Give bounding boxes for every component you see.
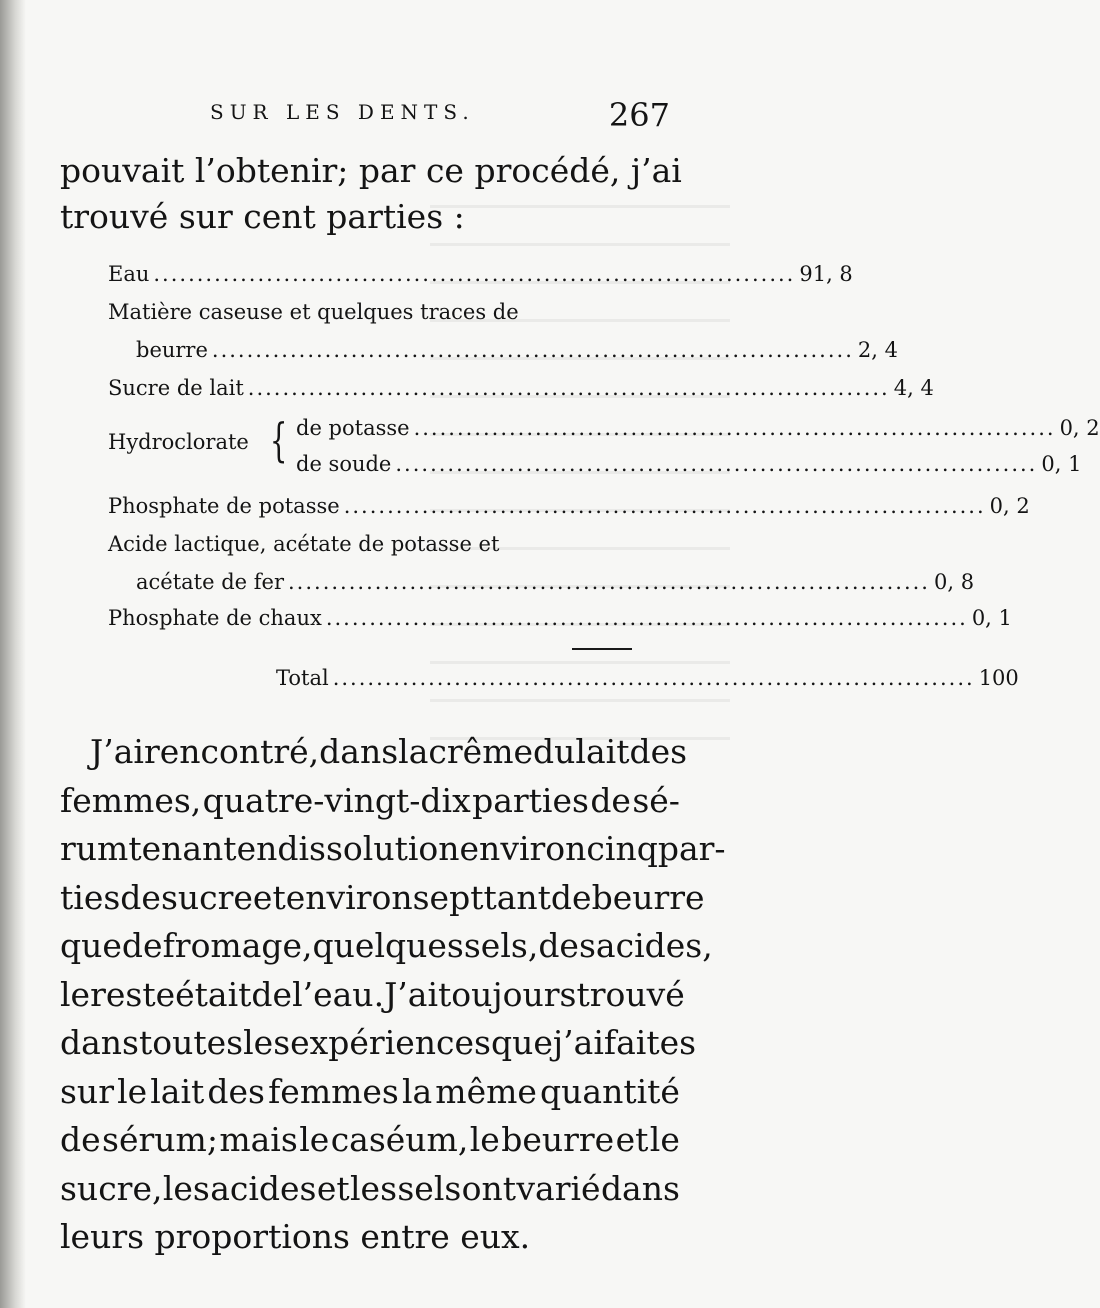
word: en — [236, 829, 278, 868]
curly-brace: { — [269, 413, 288, 467]
word: la — [401, 1071, 433, 1111]
page-gutter — [0, 0, 26, 1308]
word: du — [533, 732, 576, 771]
intro-line-2: trouvé sur cent parties : — [60, 197, 465, 236]
row-label: Phosphate de chaux — [108, 606, 322, 630]
word: cinq — [586, 829, 658, 868]
paragraph-line — [60, 922, 713, 971]
table-row — [108, 376, 934, 408]
word: caséum, — [330, 1120, 469, 1159]
word: que — [491, 1023, 553, 1062]
table-row — [108, 300, 628, 332]
table-row — [296, 452, 1082, 484]
paragraph-line — [60, 728, 688, 777]
word: quatre-vingt-dix — [202, 780, 471, 820]
dot-leader: .......................................................................... — [247, 376, 890, 400]
word: reste — [90, 974, 176, 1014]
word: femmes, — [60, 780, 202, 820]
table-row — [108, 606, 1012, 638]
page-number: 267 — [608, 96, 670, 134]
word: le — [649, 1120, 680, 1159]
word: lait — [575, 732, 630, 771]
row-value: 0, 8 — [933, 570, 975, 594]
word: était — [175, 974, 252, 1014]
row-value: 0, 2 — [989, 494, 1030, 518]
dot-leader: .......................................................................... — [211, 338, 854, 362]
word: des — [207, 1071, 265, 1111]
table-row — [136, 338, 898, 370]
table-row — [108, 262, 853, 294]
word: dans — [319, 732, 399, 771]
row-value: 0, 1 — [1041, 452, 1082, 476]
word: quelques — [312, 926, 464, 965]
word: fromage, — [162, 926, 313, 965]
word: ties — [60, 877, 121, 917]
word: sels — [397, 1168, 462, 1208]
dot-leader: .......................................................................... — [395, 452, 1038, 476]
row-value: 2, 4 — [857, 338, 898, 362]
page-header — [200, 96, 670, 136]
word: la — [398, 732, 429, 771]
row-label: Matière caseuse et quelques traces de — [108, 300, 519, 324]
word: expériences — [290, 1023, 491, 1062]
word: sucre — [160, 877, 253, 917]
row-value: 0, 1 — [971, 606, 1012, 630]
table-row — [108, 532, 628, 564]
word: sept — [412, 877, 484, 917]
word: rum — [60, 829, 129, 868]
word: rencontré, — [143, 732, 320, 771]
word: de — [121, 926, 163, 965]
word: ont — [461, 1168, 517, 1208]
word: parties — [472, 780, 589, 820]
table-row — [296, 416, 1100, 448]
word: varié — [516, 1168, 601, 1208]
word: et — [615, 1120, 649, 1159]
word: femmes — [268, 1071, 399, 1111]
word: lait — [150, 1071, 205, 1111]
dot-leader: .......................................................................... — [343, 494, 986, 518]
word: et — [252, 877, 286, 917]
running-title: SUR LES DENTS. — [210, 100, 475, 124]
intro-text — [60, 148, 680, 240]
word: sur — [60, 1071, 114, 1111]
word: environ — [285, 877, 413, 917]
word: environ — [459, 829, 587, 868]
word: de — [590, 780, 631, 820]
paragraph-line: leurs proportions entre eux. — [60, 1217, 531, 1256]
word: le — [299, 1120, 330, 1159]
dot-leader: .......................................................................... — [413, 416, 1056, 440]
word: acides — [210, 1168, 317, 1208]
word: beurre — [591, 877, 705, 917]
word: des — [538, 926, 596, 965]
row-value: 0, 2 — [1059, 416, 1100, 440]
row-label: Eau — [108, 262, 150, 286]
word: sérum; — [102, 1120, 218, 1159]
dot-leader: .......................................................................... — [325, 606, 968, 630]
word: trouvé — [576, 974, 685, 1014]
group-label: Hydroclorate — [108, 430, 249, 454]
row-value: 4, 4 — [893, 376, 934, 400]
paragraph-line — [60, 825, 726, 874]
sum-rule — [572, 648, 632, 650]
word: j’ai — [552, 1023, 604, 1062]
word: les — [349, 1168, 398, 1208]
word: tenant — [128, 829, 237, 868]
word: les — [162, 1168, 210, 1208]
paragraph-line — [60, 971, 685, 1020]
word: l’eau. — [292, 974, 385, 1014]
word: que — [60, 926, 122, 965]
paragraph-line — [60, 1019, 697, 1068]
word: de — [120, 877, 161, 917]
word: et — [316, 1168, 350, 1208]
table-row — [136, 570, 975, 602]
paragraph-line — [60, 1165, 680, 1214]
word: beurre — [501, 1120, 615, 1159]
dot-leader: .......................................................................... — [332, 666, 975, 690]
word: même — [435, 1071, 537, 1111]
word: le — [469, 1120, 500, 1159]
row-label: Phosphate de potasse — [108, 494, 340, 518]
word: J’ai — [90, 732, 144, 771]
total-value: 100 — [978, 666, 1019, 690]
intro-line-1: pouvait l’obtenir; par ce procédé, j’ai — [60, 151, 682, 190]
word: les — [243, 1023, 291, 1062]
paragraph-line — [60, 1068, 680, 1117]
word: sels, — [463, 926, 539, 965]
word: le — [60, 974, 91, 1014]
total-row — [276, 666, 1019, 698]
row-label: Acide lactique, acétate de potasse et — [108, 532, 500, 556]
body-paragraph — [60, 728, 726, 1262]
row-value: 91, 8 — [799, 262, 853, 286]
row-label: de potasse — [296, 416, 410, 440]
word: mais — [219, 1120, 298, 1159]
word: sé- — [632, 780, 680, 820]
row-label: Sucre de lait — [108, 376, 244, 400]
word: toujours — [438, 974, 577, 1014]
word: acides, — [595, 926, 713, 965]
word: dissolution — [277, 829, 460, 868]
row-label: acétate de fer — [136, 570, 284, 594]
word: dans — [600, 1168, 680, 1208]
word: dans — [60, 1023, 139, 1062]
paragraph-line — [60, 1116, 680, 1165]
total-label: Total — [276, 666, 329, 690]
paragraph-line — [60, 874, 705, 923]
table-row — [108, 494, 1030, 526]
word: toutes — [139, 1023, 244, 1062]
word: J’ai — [384, 974, 439, 1014]
word: crême — [428, 732, 534, 771]
dot-leader: .......................................................................... — [288, 570, 930, 594]
row-label: de soude — [296, 452, 392, 476]
dot-leader: .......................................................................... — [153, 262, 796, 286]
paragraph-line — [60, 777, 680, 826]
word: par- — [657, 829, 726, 868]
word: de — [550, 877, 592, 917]
word: des — [629, 732, 688, 771]
word: tant — [483, 877, 551, 917]
word: faites — [603, 1023, 697, 1062]
word: le — [117, 1071, 148, 1111]
word: de — [60, 1120, 101, 1159]
row-label: beurre — [136, 338, 208, 362]
word: sucre, — [60, 1168, 163, 1208]
word: de — [251, 974, 293, 1014]
word: quantité — [540, 1071, 680, 1111]
